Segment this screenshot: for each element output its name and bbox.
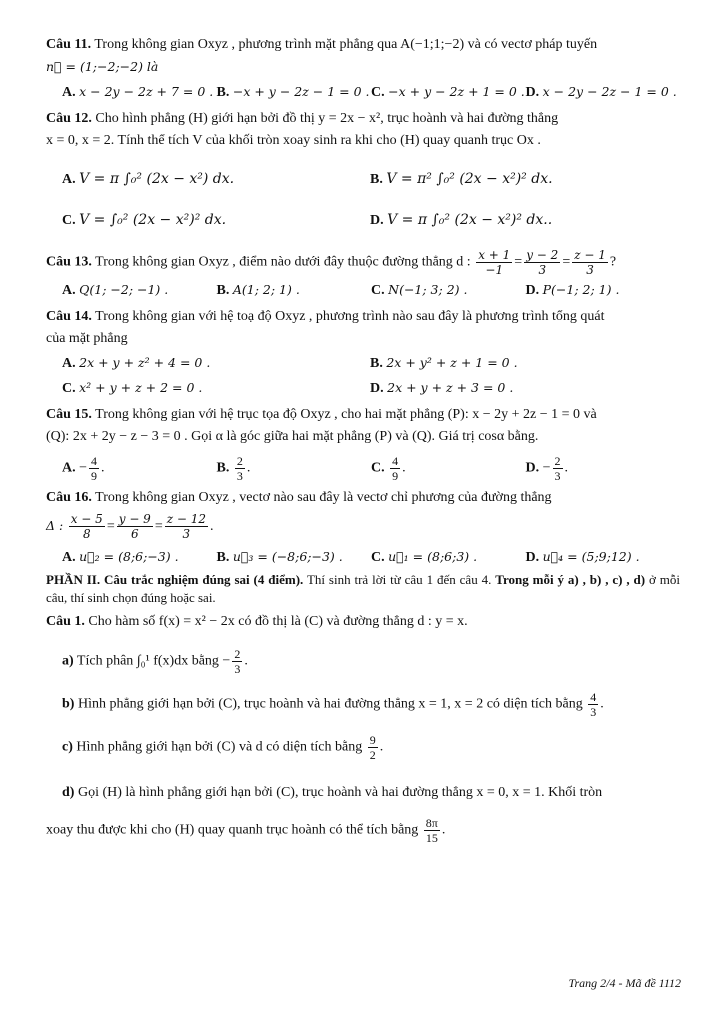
statement-d: d) Gọi (H) là hình phẳng giới hạn bởi (C), trục hoành và hai đường thẳng x = 0, x = 1. Khối tròn <box>62 785 603 800</box>
options-q12-row1 <box>62 168 680 191</box>
option-d: D. V = π ∫₀² (2x − x²)² dx.. <box>370 212 553 228</box>
statement-d-cont: xoay thu được khi cho (H) quay quanh trục hoành có thể tích bằng $\frac{8\pi}{15}$ . <box>46 816 446 845</box>
option-c: C. N(−1; 3; 2) . <box>371 282 468 298</box>
options-q16 <box>62 546 680 569</box>
options-q11 <box>62 81 680 104</box>
fraction: $\frac{x + 1}{-1}$ <box>478 248 511 277</box>
options-q15 <box>62 454 680 483</box>
question-14 <box>46 306 680 328</box>
option-a: A. u⃗₂ = (8;6;−3) . <box>62 549 179 565</box>
option-d: D. − $\frac{2}{3}$ . <box>525 454 569 483</box>
question-label: Câu 13. <box>46 254 92 270</box>
question-13: Câu 13. Trong không gian Oxyz , điểm nào dưới đây thuộc đường thẳng d : $\frac{x + 1}{-1}$ = $\frac{y - 2}{3}$ = $\frac{z - 1}{3}$ ? <box>46 248 617 277</box>
option-b: B. A(1; 2; 1) . <box>216 282 300 298</box>
option-c: C. $\frac{4}{9}$ . <box>371 454 406 483</box>
question-15 <box>46 404 680 426</box>
fraction: $\frac{4}{3}$ <box>590 690 597 719</box>
option-d: D. P(−1; 2; 1) . <box>525 282 620 298</box>
option-d: D. x − 2y − 2z − 1 = 0 . <box>525 84 677 100</box>
question-label: Câu 14. <box>46 309 92 324</box>
option-a: A. x − 2y − 2z + 7 = 0 . <box>62 84 214 100</box>
fraction: $\frac{4}{9}$ <box>91 454 98 483</box>
option-b: B. 2x + y² + z + 1 = 0 . <box>370 355 518 371</box>
fraction: $\frac{4}{9}$ <box>392 454 399 483</box>
option-a: A. Q(1; −2; −1) . <box>62 282 169 298</box>
options-q12-row2 <box>62 209 680 232</box>
fraction: $\frac{8\pi}{15}$ <box>425 816 438 845</box>
option-c: C. x² + y + z + 2 = 0 . <box>62 380 203 396</box>
options-q14-row1 <box>62 352 680 375</box>
fraction: $\frac{2}{3}$ <box>554 454 561 483</box>
option-c: C. V = ∫₀² (2x − x²)² dx. <box>62 212 227 228</box>
question-label: Câu 16. <box>46 490 92 505</box>
question-16 <box>46 487 680 509</box>
exam-page <box>46 30 680 845</box>
option-b: B. $\frac{2}{3}$ . <box>216 454 251 483</box>
option-a: A. 2x + y + z² + 4 = 0 . <box>62 355 211 371</box>
fraction: $\frac{2}{3}$ <box>236 454 243 483</box>
option-d: D. u⃗₄ = (5;9;12) . <box>525 549 640 565</box>
question-text-cont: x = 0, x = 2. Tính thể tích V của khối tròn xoay sinh ra khi cho (H) quay quanh trục Ox . <box>46 133 541 148</box>
option-c: C. −x + y − 2z + 1 = 0 . <box>371 84 525 100</box>
question-text-cont: n⃗ = (1;−2;−2) là <box>46 59 159 74</box>
statement-c: c) Hình phẳng giới hạn bởi (C) và d có diện tích bằng $\frac{9}{2}$ . <box>62 733 384 762</box>
fraction: $\frac{z - 1}{3}$ <box>574 248 606 277</box>
fraction: $\frac{x - 5}{8}$ <box>70 512 103 542</box>
part2-heading: PHẦN II. Câu trắc nghiệm đúng sai (4 điểm). <box>46 572 304 587</box>
part2-intro: PHẦN II. Câu trắc nghiệm đúng sai (4 điểm). Thí sinh trả lời từ câu 1 đến câu 4. Trong mỗi ý a) , b) , c) , d) ở mỗi câu, thí sinh chọn đúng hoặc sai. <box>46 572 680 605</box>
question-text: Trong không gian với hệ toạ độ Oxyz , phương trình nào sau đây là phương trình tổng quát <box>95 309 605 324</box>
fraction: $\frac{2}{3}$ <box>234 647 241 676</box>
question-label: Câu 12. <box>46 111 92 126</box>
fraction: $\frac{z - 12}{3}$ <box>166 512 207 542</box>
question-text: Cho hàm số f(x) = x² − 2x có đồ thị là (C) và đường thẳng d : y = x. <box>88 614 468 629</box>
option-a: A. − $\frac{4}{9}$ . <box>62 454 105 483</box>
option-c: C. u⃗₁ = (8;6;3) . <box>371 549 478 565</box>
question-text: Trong không gian với hệ trục tọa độ Oxyz , cho hai mặt phẳng (P): x − 2y + 2z − 1 = 0 và <box>95 407 597 422</box>
question-label: Câu 11. <box>46 37 92 52</box>
question-12 <box>46 108 680 130</box>
line-equation: Δ : $\frac{x - 5}{8}$ = $\frac{y - 9}{6}$ = $\frac{z - 12}{3}$ . <box>46 512 214 542</box>
question-text: Trong không gian Oxyz , điểm nào dưới đây thuộc đường thẳng d : <box>95 254 471 270</box>
question-text: Cho hình phẳng (H) giới hạn bởi đồ thị y = 2x − x², trục hoành và hai đường thẳng <box>95 111 559 126</box>
question-label: Câu 15. <box>46 407 92 422</box>
statement-a: a) Tích phân ∫₀¹ f(x)dx bằng − $\frac{2}{3}$ . <box>62 647 248 676</box>
question-label: Câu 1. <box>46 614 85 629</box>
option-a: A. V = π ∫₀² (2x − x²) dx. <box>62 171 235 187</box>
page-footer: Trang 2/4 - Mã đề 1112 <box>568 976 681 990</box>
question-text-cont: của mặt phẳng <box>46 331 128 346</box>
fraction: $\frac{y - 2}{3}$ <box>526 248 559 277</box>
part2-question-1 <box>46 611 680 633</box>
option-d: D. 2x + y + z + 3 = 0 . <box>370 380 514 396</box>
fraction: $\frac{y - 9}{6}$ <box>118 512 151 542</box>
question-text: Trong không gian Oxyz , phương trình mặt phẳng qua A(−1;1;−2) và có vectơ pháp tuyến <box>94 37 598 52</box>
options-q14-row2 <box>62 377 680 400</box>
options-q13 <box>62 279 680 302</box>
question-11 <box>46 34 680 56</box>
option-b: B. −x + y − 2z − 1 = 0 . <box>216 84 370 100</box>
fraction: $\frac{9}{2}$ <box>369 733 376 762</box>
question-text-cont: (Q): 2x + 2y − z − 3 = 0 . Gọi α là góc giữa hai mặt phẳng (P) và (Q). Giá trị cosα bằng. <box>46 429 539 444</box>
option-b: B. V = π² ∫₀² (2x − x²)² dx. <box>370 171 553 187</box>
statement-b: b) Hình phẳng giới hạn bởi (C), trục hoành và hai đường thẳng x = 1, x = 2 có diện tích bằng $\frac{4}{3}$ . <box>62 690 604 719</box>
question-text: Trong không gian Oxyz , vectơ nào sau đây là vectơ chỉ phương của đường thẳng <box>95 490 552 505</box>
option-b: B. u⃗₃ = (−8;6;−3) . <box>216 549 343 565</box>
